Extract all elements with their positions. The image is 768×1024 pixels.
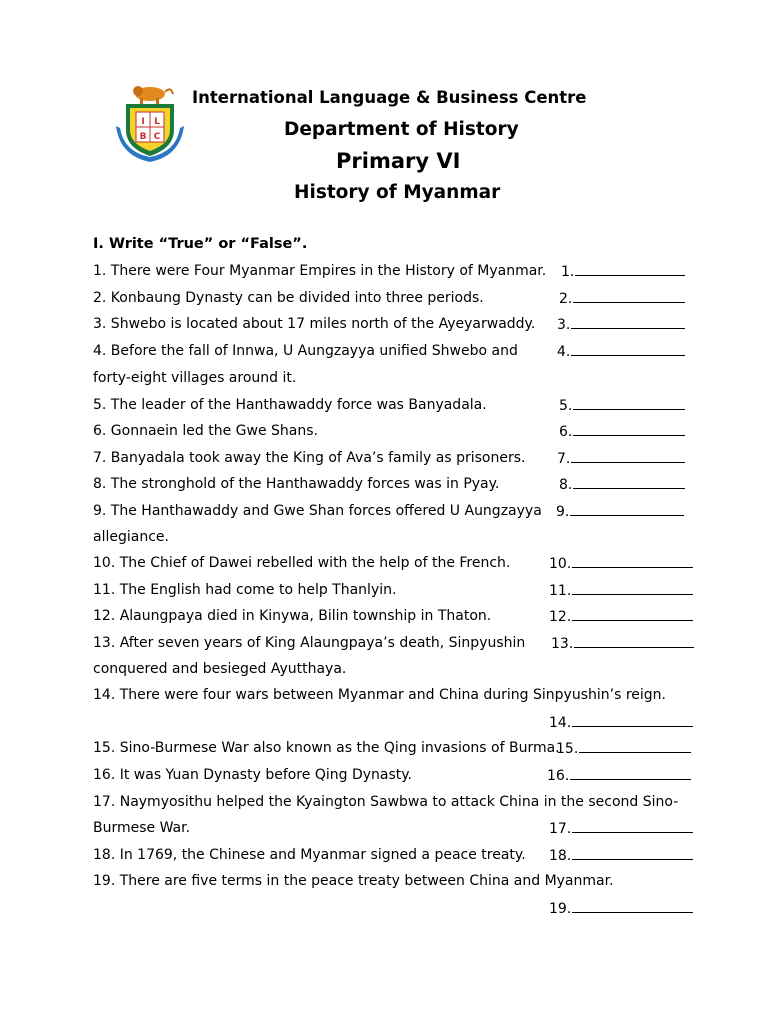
answer-number: 11.	[549, 583, 572, 599]
crest-letter: I	[141, 117, 145, 127]
answer-number: 9.	[556, 504, 570, 520]
answer-blank[interactable]	[561, 263, 685, 280]
section-heading: I. Write “True” or “False”.	[93, 236, 308, 252]
question-text-continued: forty-eight villages around it.	[93, 370, 297, 386]
answer-number: 6.	[559, 424, 573, 440]
answer-blank[interactable]	[549, 820, 693, 837]
answer-blank[interactable]	[557, 316, 685, 333]
question-text: 19. There are five terms in the peace treaty between China and Myanmar.	[93, 873, 614, 889]
answer-number: 3.	[557, 317, 571, 333]
answer-line[interactable]	[571, 343, 685, 356]
answer-number: 16.	[547, 768, 570, 784]
question-text-continued: conquered and besieged Ayutthaya.	[93, 661, 347, 677]
answer-line[interactable]	[572, 582, 693, 595]
answer-line[interactable]	[573, 476, 685, 489]
answer-number: 13.	[551, 636, 574, 652]
question-text: 14. There were four wars between Myanmar and China during Sinpyushin’s reign.	[93, 687, 666, 703]
answer-line[interactable]	[571, 450, 685, 463]
answer-blank[interactable]	[549, 582, 693, 599]
school-crest-logo	[110, 82, 190, 168]
organization-name: International Language & Business Centre	[192, 88, 587, 107]
answer-line[interactable]	[572, 714, 693, 727]
question-text: 2. Konbaung Dynasty can be divided into three periods.	[93, 290, 484, 306]
answer-blank[interactable]	[547, 767, 691, 784]
subject-title: History of Myanmar	[294, 182, 501, 203]
answer-number: 2.	[559, 291, 573, 307]
answer-blank[interactable]	[549, 900, 693, 917]
answer-blank[interactable]	[556, 740, 691, 757]
answer-line[interactable]	[575, 263, 685, 276]
question-text: 17. Naymyosithu helped the Kyaington Sawbwa to attack China in the second Sino-	[93, 794, 679, 810]
answer-blank[interactable]	[556, 503, 684, 520]
question-text: 7. Banyadala took away the King of Ava’s family as prisoners.	[93, 450, 526, 466]
lion-icon	[133, 86, 173, 104]
answer-line[interactable]	[572, 608, 693, 621]
answer-number: 7.	[557, 451, 571, 467]
answer-blank[interactable]	[559, 476, 685, 493]
answer-line[interactable]	[572, 900, 693, 913]
question-text: 16. It was Yuan Dynasty before Qing Dynasty.	[93, 767, 412, 783]
answer-blank[interactable]	[549, 555, 693, 572]
answer-line[interactable]	[572, 847, 693, 860]
answer-number: 4.	[557, 344, 571, 360]
question-text: 3. Shwebo is located about 17 miles north of the Ayeyarwaddy.	[93, 316, 536, 332]
answer-blank[interactable]	[557, 343, 685, 360]
question-text: 6. Gonnaein led the Gwe Shans.	[93, 423, 318, 439]
answer-number: 18.	[549, 848, 572, 864]
answer-number: 8.	[559, 477, 573, 493]
answer-line[interactable]	[574, 635, 694, 648]
crest-letter: L	[154, 117, 160, 127]
question-text: 8. The stronghold of the Hanthawaddy forces was in Pyay.	[93, 476, 500, 492]
answer-number: 14.	[549, 715, 572, 731]
answer-number: 1.	[561, 264, 575, 280]
answer-number: 15.	[556, 741, 579, 757]
question-text-continued: Burmese War.	[93, 820, 191, 836]
answer-line[interactable]	[571, 316, 685, 329]
question-text: 9. The Hanthawaddy and Gwe Shan forces offered U Aungzayya	[93, 503, 542, 519]
answer-line[interactable]	[572, 555, 693, 568]
question-text: 13. After seven years of King Alaungpaya’s death, Sinpyushin	[93, 635, 526, 651]
answer-blank[interactable]	[549, 714, 693, 731]
answer-number: 12.	[549, 609, 572, 625]
answer-blank[interactable]	[557, 450, 685, 467]
answer-line[interactable]	[579, 740, 691, 753]
crest-letter: C	[153, 132, 161, 142]
answer-blank[interactable]	[549, 608, 693, 625]
answer-line[interactable]	[573, 290, 685, 303]
answer-number: 10.	[549, 556, 572, 572]
answer-blank[interactable]	[559, 397, 685, 414]
answer-line[interactable]	[573, 423, 685, 436]
answer-line[interactable]	[570, 767, 691, 780]
question-text: 12. Alaungpaya died in Kinywa, Bilin township in Thaton.	[93, 608, 492, 624]
answer-number: 19.	[549, 901, 572, 917]
question-text: 1. There were Four Myanmar Empires in the History of Myanmar.	[93, 263, 547, 279]
department-title: Department of History	[284, 119, 519, 140]
answer-line[interactable]	[570, 503, 684, 516]
answer-line[interactable]	[573, 397, 685, 410]
question-text: 4. Before the fall of Innwa, U Aungzayya unified Shwebo and	[93, 343, 518, 359]
answer-number: 5.	[559, 398, 573, 414]
question-text: 5. The leader of the Hanthawaddy force was Banyadala.	[93, 397, 487, 413]
question-text: 10. The Chief of Dawei rebelled with the help of the French.	[93, 555, 511, 571]
question-text: 11. The English had come to help Thanlyin.	[93, 582, 397, 598]
answer-line[interactable]	[572, 820, 693, 833]
crest-letter: B	[139, 132, 147, 142]
grade-title: Primary VI	[336, 149, 461, 173]
answer-blank[interactable]	[549, 847, 693, 864]
answer-blank[interactable]	[551, 635, 694, 652]
answer-blank[interactable]	[559, 290, 685, 307]
question-text: 18. In 1769, the Chinese and Myanmar signed a peace treaty.	[93, 847, 526, 863]
question-text: 15. Sino-Burmese War also known as the Qing invasions of Burma.	[93, 740, 560, 756]
question-text-continued: allegiance.	[93, 529, 169, 545]
shield-icon	[126, 104, 174, 156]
answer-number: 17.	[549, 821, 572, 837]
answer-blank[interactable]	[559, 423, 685, 440]
